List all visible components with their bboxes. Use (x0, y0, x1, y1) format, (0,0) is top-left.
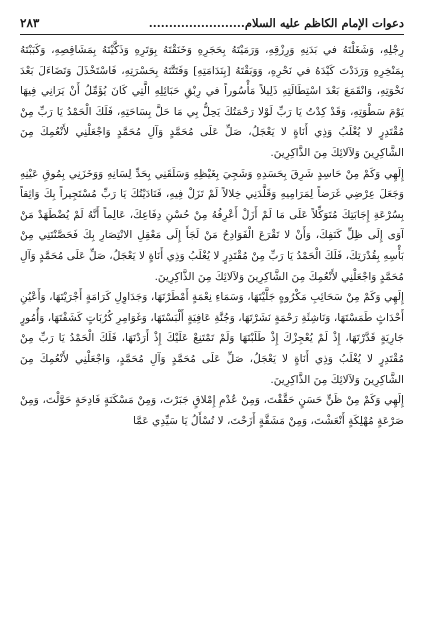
paragraph: رِجْلِهِ، وَشَغَلْتَهُ في بَدَنِهِ وَرِزْقِهِ، وَرَمَيْتَهُ بِحَجَرِهِ وَخَنَقْتَهُ بِوَتَرِهِ وَذَكَّيْتَهُ بِمَشَاقِصِهِ، وَكَبَبْتَهُ بِمَنْخِرِهِ وَرَدَدْتَ كَيْدَهُ في نَحْرِهِ، وَوَبَقْتَهُ [بِنَدَامَتِهِ] وَفَتَتَّتَهُ بِحَسْرَتِهِ، فَاسْتَخْذَلَ وَتَضَاءَلَ بَعْدَ نَخْوَتِهِ، وَانْقَمَعَ بَعْدَ اسْتِطَالَتِهِ ذَلِيلاً مَأْسُوراً في رِبْقِ حَبَائِلِهِ الَّتِي كَانَ يُؤَمِّلُ أَنْ يَرَانِي فِيهَا يَوْمَ سَطْوَتِهِ، وَقَدْ كِدْتُ يَا رَبِّ لَوْلا رَحْمَتُكَ يَحِلُّ بِي مَا حَلَّ بِسَاحَتِهِ، فَلَكَ الْحَمْدُ يَا رَبِّ مِنْ مُقْتَدِرٍ لا يُغْلَبُ وَذِي أَنَاةٍ لا يَعْجَلُ، صَلِّ عَلَى مُحَمَّدٍ وَآلِ مُحَمَّدٍ وَاجْعَلْنِي لأَنْعُمِكَ مِنَ الشَّاكِرِينَ وَلآلائِكَ مِنَ الذَّاكِرِينَ. (20, 44, 404, 159)
paragraph: إِلَهِي وَكَمْ مِنْ ظَنٍّ حَسَنٍ حَقَّقْتَ، وَمِنْ عُدْمِ إِمْلاقٍ جَبَرْتَ، وَمِنْ مَسْكَنَةٍ فَادِحَةٍ حَوَّلْتَ، وَمِنْ صَرْعَةٍ مُهْلِكَةٍ أَنْعَشْتَ، وَمِنْ مَشَقَّةٍ أَزَحْتَ، لا تُسْأَلُ يَا سَيِّدِي عَمَّا (20, 394, 404, 427)
page-number: ٢٨٣ (20, 16, 40, 30)
running-title: دعوات الإمام الكاظم عليه السلام........................ (148, 16, 404, 30)
running-header (20, 8, 404, 30)
paragraph: إِلَهِي وَكَمْ مِنْ حَاسِدٍ شَرِقَ بِحَسَدِهِ وَشَجِيَ بِغَيْظِهِ وَسَلَقَنِي بِحَدِّ لِسَانِهِ وَوَخَزَنِي بِمُوقِ عَيْنِهِ وَجَعَلَ عِرْضِي غَرَضاً لِمَرَامِيهِ وَقَلَّدَنِي خِلالاً لَمْ تَزَلْ فِيهِ، فَنَادَيْتُكَ يَا رَبِّ مُسْتَجِيراً بِكَ وَاثِقاً بِسُرْعَةِ إِجَابَتِكَ مُتَوَكِّلاً عَلَى مَا لَمْ أَزَلْ أَعْرِفُهُ مِنْ حُسْنِ دِفَاعِكَ، عَالِماً أَنَّهُ لَمْ يُضْطَهَدْ مَنْ آوَى إِلَى ظِلِّ كَنَفِكَ، وَأَنْ لا تَقْرَعَ الْفَوَادِحُ مَنْ لَجَأَ إِلَى مَعْقِلِ الانْتِصَارِ بِكَ فَحَصَّنْتَنِي مِنْ بَأْسِهِ بِقُدْرَتِكَ، فَلَكَ الْحَمْدُ يَا رَبِّ مِنْ مُقْتَدِرٍ لا يُغْلَبُ وَذِي أَنَاةٍ لا يَعْجَلُ، صَلِّ عَلَى مُحَمَّدٍ وَآلِ مُحَمَّدٍ وَاجْعَلْنِي لأَنْعُمِكَ مِنَ الشَّاكِرِينَ وَلآلائِكَ مِنَ الذَّاكِرِينَ. (20, 167, 404, 283)
header-rule (20, 34, 404, 35)
paragraph: إِلَهِي وَكَمْ مِنْ سَحَائِبِ مَكْرُوهٍ جَلَّيْتَهَا، وَسَمَاءِ نِعْمَةٍ أَمْطَرْتَهَا، وَجَدَاوِلِ كَرَامَةٍ أَجْرَيْتَهَا، وَأَعْيُنِ أَحْدَاثٍ طَمَسْتَهَا، وَنَاشِئَةِ رَحْمَةٍ نَشَرْتَهَا، وَجُنَّةِ عَافِيَةٍ أَلْبَسْتَهَا، وَغَوَامِرِ كُرُبَاتٍ كَشَفْتَهَا، وَأُمُورٍ جَارِيَةٍ قَدَّرْتَهَا، إِذْ لَمْ يُعْجِزْكَ إِذْ طَلَبْتَهَا وَلَمْ تَمْتَنِعْ عَلَيْكَ إِذْ أَرَدْتَهَا، فَلَكَ الْحَمْدُ يَا رَبِّ مِنْ مُقْتَدِرٍ لا يُغْلَبُ وَذِي أَنَاةٍ لا يَعْجَلُ، صَلِّ عَلَى مُحَمَّدٍ وَآلِ مُحَمَّدٍ، وَاجْعَلْنِي لأَنْعُمِكَ مِنَ الشَّاكِرِينَ وَلآلائِكَ مِنَ الذَّاكِرِينَ. (20, 291, 404, 386)
prayer-text (20, 40, 404, 624)
